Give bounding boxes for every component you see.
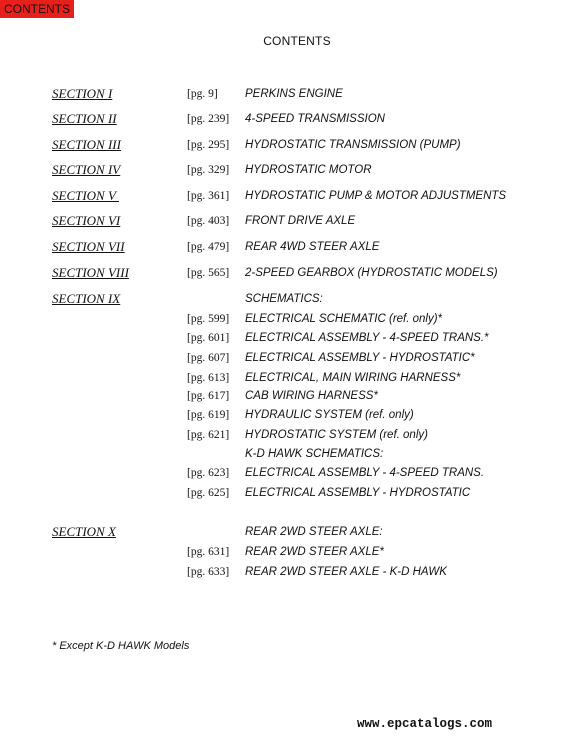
- page-number: [pg. 361]: [187, 190, 230, 202]
- section-title: REAR 2WD STEER AXLE*: [245, 546, 384, 558]
- section-link[interactable]: SECTION IV: [52, 162, 121, 177]
- page-number: [pg. 633]: [187, 566, 230, 578]
- page-number: [pg. 329]: [187, 164, 230, 176]
- section-title: ELECTRICAL ASSEMBLY - HYDROSTATIC*: [245, 352, 475, 364]
- section-title: HYDROSTATIC MOTOR: [245, 164, 372, 176]
- page-number: [pg. 9]: [187, 88, 218, 100]
- page-number: [pg. 479]: [187, 241, 230, 253]
- page-number: [pg. 621]: [187, 429, 230, 441]
- page-number: [pg. 623]: [187, 467, 230, 479]
- toc-row: [0, 265, 570, 281]
- page-number: [pg. 613]: [187, 372, 230, 384]
- section-title: HYDROSTATIC PUMP & MOTOR ADJUSTMENTS: [245, 190, 507, 202]
- section-title: HYDROSTATIC SYSTEM (ref. only): [245, 429, 428, 441]
- section-title: ELECTRICAL ASSEMBLY - HYDROSTATIC: [245, 487, 471, 499]
- toc-row: [0, 111, 570, 127]
- toc-row: [0, 465, 570, 481]
- toc-row: [0, 524, 570, 540]
- toc-row: [0, 427, 570, 443]
- section-title: 2-SPEED GEARBOX (HYDROSTATIC MODELS): [245, 267, 498, 279]
- section-title: ELECTRICAL ASSEMBLY - 4-SPEED TRANS.: [245, 467, 485, 479]
- toc-row: [0, 446, 570, 462]
- toc-row: [0, 213, 570, 229]
- section-title: FRONT DRIVE AXLE: [245, 215, 356, 227]
- page-number: [pg. 625]: [187, 487, 230, 499]
- page-number: [pg. 617]: [187, 390, 230, 402]
- section-title: HYDROSTATIC TRANSMISSION (PUMP): [245, 139, 461, 151]
- toc-row: [0, 388, 570, 404]
- section-title: CAB WIRING HARNESS*: [245, 390, 378, 402]
- section-title: ELECTRICAL SCHEMATIC (ref. only)*: [245, 313, 443, 325]
- section-title: K-D HAWK SCHEMATICS:: [245, 448, 384, 460]
- toc-row: [0, 564, 570, 580]
- section-title: 4-SPEED TRANSMISSION: [245, 113, 385, 125]
- section-link[interactable]: SECTION IX: [52, 291, 121, 306]
- section-title: ELECTRICAL ASSEMBLY - 4-SPEED TRANS.*: [245, 332, 489, 344]
- section-link[interactable]: SECTION II: [52, 111, 117, 126]
- toc-row: [0, 86, 570, 102]
- toc-row: [0, 291, 570, 307]
- page-number: [pg. 599]: [187, 313, 230, 325]
- toc-row: [0, 370, 570, 386]
- section-title: REAR 2WD STEER AXLE - K-D HAWK: [245, 566, 447, 578]
- toc-row: [0, 188, 570, 204]
- section-link[interactable]: SECTION III: [52, 137, 121, 152]
- section-link[interactable]: SECTION V: [52, 188, 119, 203]
- toc-row: [0, 407, 570, 423]
- section-link[interactable]: SECTION VI: [52, 213, 121, 228]
- section-title: HYDRAULIC SYSTEM (ref. only): [245, 409, 414, 421]
- section-link[interactable]: SECTION VII: [52, 239, 125, 254]
- section-link[interactable]: SECTION VIII: [52, 265, 129, 280]
- section-link[interactable]: SECTION I: [52, 86, 113, 101]
- page-number: [pg. 631]: [187, 546, 230, 558]
- section-title: SCHEMATICS:: [245, 293, 323, 305]
- page-number: [pg. 607]: [187, 352, 230, 364]
- section-title: REAR 4WD STEER AXLE: [245, 241, 380, 253]
- section-title: ELECTRICAL, MAIN WIRING HARNESS*: [245, 372, 461, 384]
- page-number: [pg. 403]: [187, 215, 230, 227]
- page-title: CONTENTS: [263, 34, 331, 48]
- page-number: [pg. 239]: [187, 113, 230, 125]
- page-number: [pg. 565]: [187, 267, 230, 279]
- page-number: [pg. 295]: [187, 139, 230, 151]
- section-link[interactable]: SECTION X: [52, 524, 116, 539]
- toc-row: [0, 162, 570, 178]
- watermark-link[interactable]: www.epcatalogs.com: [357, 717, 493, 731]
- section-title: REAR 2WD STEER AXLE:: [245, 526, 383, 538]
- toc-row: [0, 311, 570, 327]
- toc-row: [0, 350, 570, 366]
- contents-tab[interactable]: CONTENTS: [0, 0, 74, 18]
- toc-row: [0, 485, 570, 501]
- toc-row: [0, 137, 570, 153]
- page-number: [pg. 601]: [187, 332, 230, 344]
- toc-row: [0, 239, 570, 255]
- footnote: * Except K-D HAWK Models: [52, 640, 190, 652]
- toc-row: [0, 330, 570, 346]
- page-number: [pg. 619]: [187, 409, 230, 421]
- toc-row: [0, 544, 570, 560]
- section-title: PERKINS ENGINE: [245, 88, 343, 100]
